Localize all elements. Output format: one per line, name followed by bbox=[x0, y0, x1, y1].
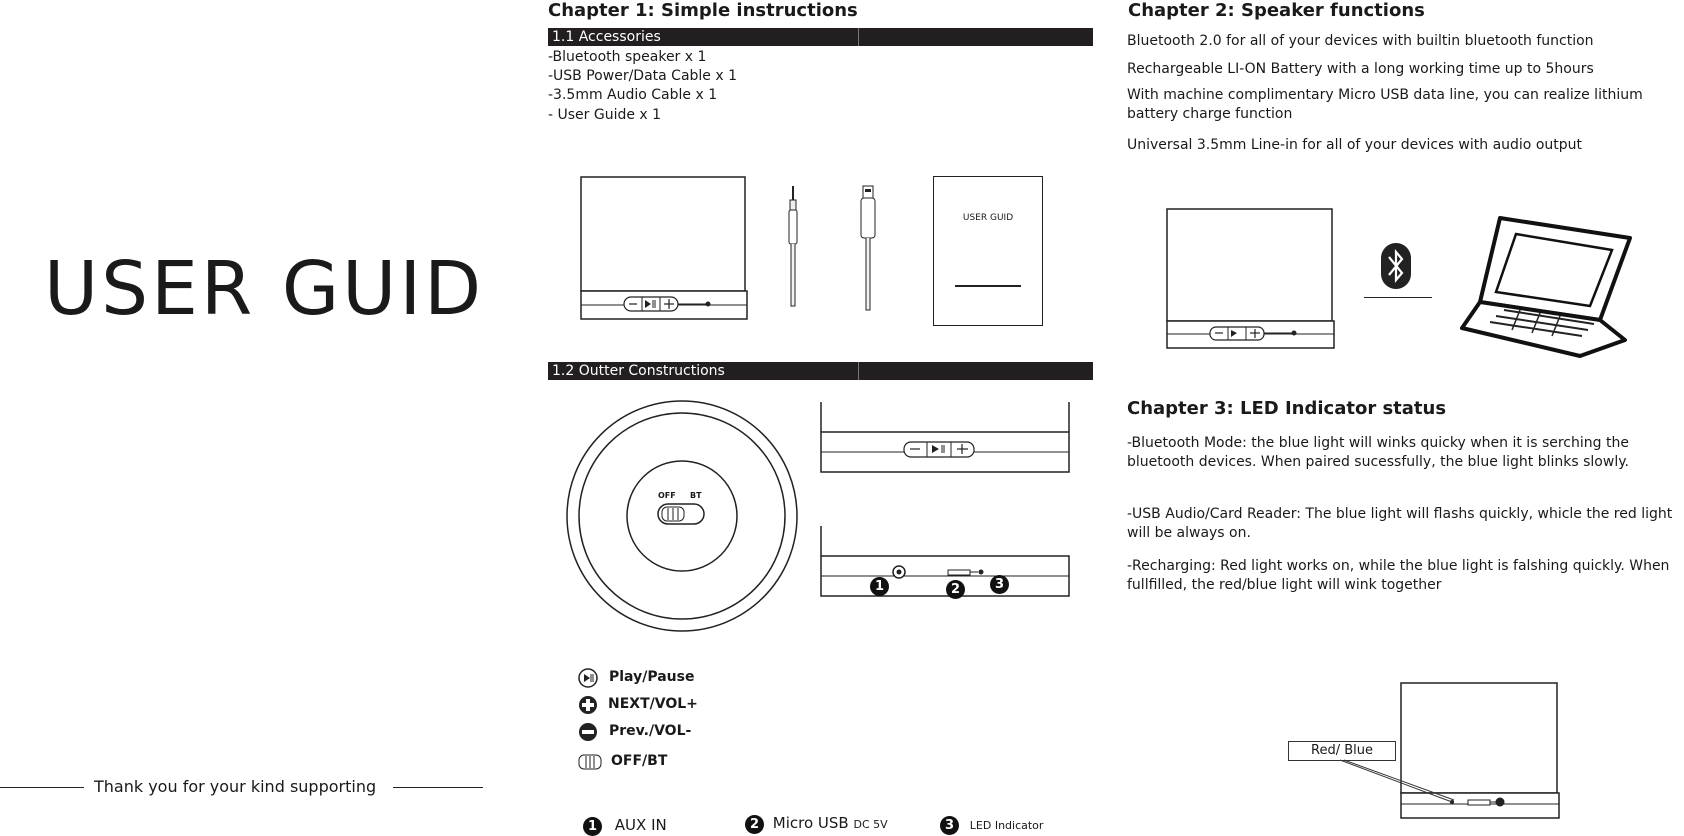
led-status-bluetooth: -Bluetooth Mode: the blue light will winks quicky when it is serching the bluetooth devices. When paired sucessfully, the blue light blinks slowly. bbox=[1127, 435, 1629, 470]
legend-play-pause: Play/Pause bbox=[609, 669, 695, 685]
port-num: 1 bbox=[583, 817, 602, 836]
thanks-text: Thank you for your kind supporting bbox=[94, 777, 377, 796]
switch-icon bbox=[578, 754, 602, 770]
section-bar-construction bbox=[548, 362, 1093, 380]
accessory-item: -3.5mm Audio Cable x 1 bbox=[548, 87, 718, 103]
thanks-right-rule bbox=[393, 787, 483, 788]
switch-off-label: OFF bbox=[658, 491, 676, 500]
port-num: 3 bbox=[940, 816, 959, 835]
bluetooth-link-line bbox=[1364, 297, 1432, 298]
port-label: Micro USB bbox=[772, 814, 849, 832]
accessory-item: -Bluetooth speaker x 1 bbox=[548, 49, 707, 65]
port-micro-usb bbox=[745, 814, 888, 834]
cover-title: USER GUID bbox=[44, 246, 485, 332]
led-status-usb: -USB Audio/Card Reader: The blue light will flashs quickly, whicle the red light will be always on. bbox=[1127, 506, 1673, 541]
function-line: Universal 3.5mm Line-in for all of your devices with audio output bbox=[1127, 137, 1582, 153]
audio-cable-illustration bbox=[786, 186, 800, 308]
usb-cable-illustration bbox=[858, 186, 878, 312]
chapter2-heading: Chapter 2: Speaker functions bbox=[1128, 0, 1425, 21]
led-status-recharging: -Recharging: Red light works on, while the blue light is falshing quickly. When fullfilled, the red/blue light will wink together bbox=[1127, 558, 1670, 593]
section-title-accessories: 1.1 Accessories bbox=[552, 29, 661, 45]
speaker-front-illustration bbox=[580, 176, 750, 321]
function-line: Rechargeable LI-ON Battery with a long working time up to 5hours bbox=[1127, 61, 1594, 77]
led-callout-leader bbox=[1340, 760, 1460, 810]
port-sub: LED Indicator bbox=[969, 819, 1044, 832]
booklet-label: USER GUID bbox=[962, 213, 1014, 223]
chapter1-heading: Chapter 1: Simple instructions bbox=[548, 0, 858, 21]
booklet-rule bbox=[955, 285, 1021, 287]
laptop-icon bbox=[1460, 210, 1640, 358]
legend-prev-vol: Prev./VOL- bbox=[609, 723, 692, 739]
thanks-left-rule bbox=[0, 787, 84, 788]
port-label: AUX IN bbox=[614, 816, 667, 834]
speaker-illustration bbox=[1166, 208, 1336, 350]
user-guide-booklet bbox=[933, 176, 1043, 326]
play-pause-icon bbox=[578, 668, 598, 688]
port-marker-2: 2 bbox=[946, 580, 965, 599]
function-line: battery charge function bbox=[1127, 106, 1293, 122]
function-line: With machine complimentary Micro USB data line, you can realize lithium bbox=[1127, 87, 1643, 103]
bar-divider bbox=[858, 28, 859, 46]
plus-icon bbox=[578, 695, 598, 715]
legend-off-bt: OFF/BT bbox=[611, 753, 668, 769]
switch-bt-label: BT bbox=[690, 491, 702, 500]
legend-next-vol: NEXT/VOL+ bbox=[608, 696, 698, 712]
function-line: Bluetooth 2.0 for all of your devices with builtin bluetooth function bbox=[1127, 33, 1594, 49]
minus-icon bbox=[578, 722, 598, 742]
port-marker-1: 1 bbox=[870, 577, 889, 596]
speaker-top-view bbox=[566, 400, 798, 632]
chapter3-heading: Chapter 3: LED Indicator status bbox=[1127, 398, 1447, 419]
port-sub: DC 5V bbox=[853, 818, 888, 831]
accessory-item: -USB Power/Data Cable x 1 bbox=[548, 68, 737, 84]
port-led bbox=[940, 815, 1043, 835]
port-num: 2 bbox=[745, 815, 764, 834]
port-marker-3: 3 bbox=[990, 575, 1009, 594]
led-callout-box bbox=[1288, 741, 1396, 761]
port-aux-in bbox=[583, 816, 667, 836]
bar-divider bbox=[858, 362, 859, 380]
led-callout-label: Red/ Blue bbox=[1311, 743, 1373, 758]
speaker-front-view bbox=[820, 402, 1072, 474]
accessory-item: - User Guide x 1 bbox=[548, 107, 662, 123]
bluetooth-icon bbox=[1380, 242, 1412, 290]
section-bar-accessories bbox=[548, 28, 1093, 46]
section-title-construction: 1.2 Outter Constructions bbox=[552, 363, 725, 379]
